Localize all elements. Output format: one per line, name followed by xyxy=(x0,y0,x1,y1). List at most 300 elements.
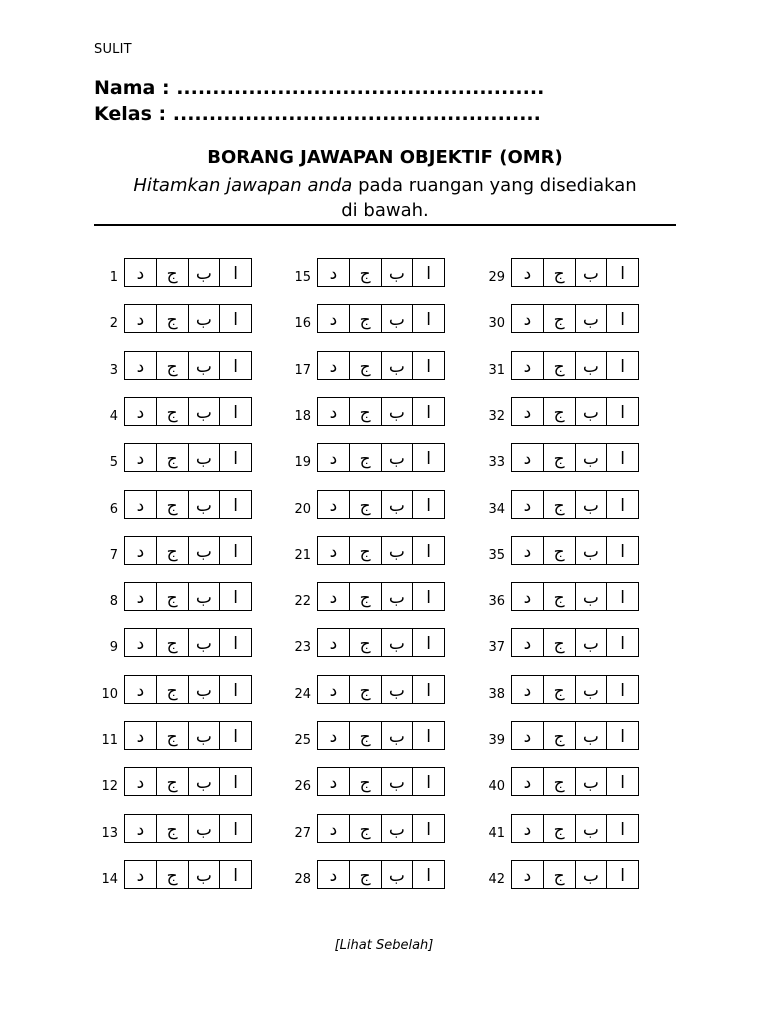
answer-option-2[interactable]: ج xyxy=(544,305,576,332)
answer-option-3[interactable]: ب xyxy=(382,815,414,842)
question-row xyxy=(481,536,681,566)
answer-option-2[interactable]: ج xyxy=(350,768,382,795)
answer-option-1[interactable]: د xyxy=(512,444,544,471)
answer-bubble-group xyxy=(124,258,252,287)
footer-note: [Lihat Sebelah] xyxy=(334,938,434,953)
question-number: 24 xyxy=(294,687,311,702)
answer-option-2[interactable]: ج xyxy=(544,583,576,610)
answer-option-3[interactable]: ب xyxy=(576,398,608,425)
answer-option-2[interactable]: ج xyxy=(350,444,382,471)
question-row xyxy=(287,490,487,520)
answer-option-3[interactable]: ب xyxy=(382,676,414,703)
answer-option-2[interactable]: ج xyxy=(350,861,382,888)
answer-option-3[interactable]: ب xyxy=(189,629,221,656)
answer-bubble-group xyxy=(317,860,445,889)
answer-option-1[interactable]: د xyxy=(318,583,350,610)
question-row xyxy=(481,258,681,288)
answer-option-1[interactable]: د xyxy=(318,537,350,564)
answer-option-2[interactable]: ج xyxy=(350,352,382,379)
instruction-line-1 xyxy=(94,173,676,198)
question-number: 16 xyxy=(294,316,311,331)
answer-option-3[interactable]: ب xyxy=(382,259,414,286)
answer-bubble-group xyxy=(124,675,252,704)
answer-option-4[interactable]: ا xyxy=(426,402,431,423)
answer-option-3[interactable]: ب xyxy=(382,722,414,749)
answer-option-4[interactable]: ا xyxy=(426,726,431,747)
question-row xyxy=(287,536,487,566)
question-number: 41 xyxy=(488,826,505,841)
question-number: 1 xyxy=(109,270,118,285)
question-number: 4 xyxy=(109,409,118,424)
question-row xyxy=(94,767,294,797)
question-row xyxy=(94,304,294,334)
answer-option-4[interactable]: ا xyxy=(426,680,431,701)
answer-option-1[interactable]: د xyxy=(512,676,544,703)
answer-option-2[interactable]: ج xyxy=(544,815,576,842)
question-row xyxy=(94,721,294,751)
question-number: 28 xyxy=(294,872,311,887)
question-row xyxy=(481,675,681,705)
question-row xyxy=(481,582,681,612)
question-number: 39 xyxy=(488,733,505,748)
answer-bubble-group xyxy=(511,767,639,796)
answer-option-4[interactable]: ا xyxy=(426,819,431,840)
answer-option-1[interactable]: د xyxy=(318,398,350,425)
answer-option-1[interactable]: د xyxy=(318,722,350,749)
answer-bubble-group xyxy=(511,258,639,287)
question-row xyxy=(481,304,681,334)
question-row xyxy=(94,860,294,890)
answer-bubble-group xyxy=(511,397,639,426)
question-number: 17 xyxy=(294,363,311,378)
answer-bubble-group xyxy=(511,814,639,843)
answer-option-2[interactable]: ج xyxy=(350,583,382,610)
answer-option-2[interactable]: ج xyxy=(157,722,189,749)
answer-option-1[interactable]: د xyxy=(512,722,544,749)
answer-option-4[interactable]: ا xyxy=(233,680,238,701)
answer-bubble-group xyxy=(317,397,445,426)
question-number: 2 xyxy=(109,316,118,331)
answer-bubble-group xyxy=(511,721,639,750)
answer-option-3[interactable]: ب xyxy=(576,305,608,332)
answer-option-1[interactable]: د xyxy=(318,629,350,656)
answer-option-1[interactable]: د xyxy=(125,305,157,332)
answer-option-1[interactable]: د xyxy=(512,352,544,379)
question-number: 20 xyxy=(294,502,311,517)
answer-option-2[interactable]: ج xyxy=(350,305,382,332)
answer-bubble-group xyxy=(511,628,639,657)
answer-option-2[interactable]: ج xyxy=(544,537,576,564)
answer-bubble-group xyxy=(124,443,252,472)
answer-option-1[interactable]: د xyxy=(318,259,350,286)
question-number: 30 xyxy=(488,316,505,331)
answer-option-3[interactable]: ب xyxy=(189,444,221,471)
answer-option-1[interactable]: د xyxy=(125,722,157,749)
question-number: 15 xyxy=(294,270,311,285)
answer-option-1[interactable]: د xyxy=(512,768,544,795)
question-number: 10 xyxy=(101,687,118,702)
question-row xyxy=(94,675,294,705)
answer-option-1[interactable]: د xyxy=(318,305,350,332)
answer-option-4[interactable]: ا xyxy=(620,726,625,747)
answer-option-1[interactable]: د xyxy=(512,491,544,518)
answer-option-2[interactable]: ج xyxy=(157,629,189,656)
answer-option-2[interactable]: ج xyxy=(157,305,189,332)
question-number: 5 xyxy=(109,455,118,470)
answer-option-2[interactable]: ج xyxy=(544,259,576,286)
answer-bubble-group xyxy=(317,814,445,843)
answer-option-1[interactable]: د xyxy=(125,861,157,888)
question-number: 22 xyxy=(294,594,311,609)
answer-option-4[interactable]: ا xyxy=(620,402,625,423)
question-row xyxy=(287,628,487,658)
answer-option-3[interactable]: ب xyxy=(382,305,414,332)
answer-option-4[interactable]: ا xyxy=(620,263,625,284)
question-row xyxy=(94,628,294,658)
answer-option-1[interactable]: د xyxy=(125,815,157,842)
question-row xyxy=(287,397,487,427)
answer-option-1[interactable]: د xyxy=(318,444,350,471)
answer-option-4[interactable]: ا xyxy=(233,865,238,886)
question-row xyxy=(94,814,294,844)
answer-option-3[interactable]: ب xyxy=(576,352,608,379)
answer-bubble-group xyxy=(511,860,639,889)
question-number: 18 xyxy=(294,409,311,424)
name-field xyxy=(94,77,544,99)
question-row xyxy=(287,351,487,381)
question-number: 8 xyxy=(109,594,118,609)
question-row xyxy=(287,814,487,844)
class-blank: ................................................... xyxy=(172,103,541,125)
question-row xyxy=(481,860,681,890)
answer-option-4[interactable]: ا xyxy=(426,448,431,469)
answer-option-4[interactable]: ا xyxy=(620,356,625,377)
answer-option-4[interactable]: ا xyxy=(233,541,238,562)
answer-option-3[interactable]: ب xyxy=(576,444,608,471)
answer-option-4[interactable]: ا xyxy=(620,633,625,654)
question-number: 35 xyxy=(488,548,505,563)
answer-bubble-group xyxy=(511,536,639,565)
answer-option-2[interactable]: ج xyxy=(544,676,576,703)
question-number: 19 xyxy=(294,455,311,470)
question-number: 32 xyxy=(488,409,505,424)
question-row xyxy=(287,767,487,797)
answer-option-2[interactable]: ج xyxy=(157,398,189,425)
answer-option-4[interactable]: ا xyxy=(620,448,625,469)
answer-option-3[interactable]: ب xyxy=(189,398,221,425)
answer-option-2[interactable]: ج xyxy=(350,537,382,564)
answer-option-2[interactable]: ج xyxy=(544,352,576,379)
answer-option-1[interactable]: د xyxy=(318,861,350,888)
answer-bubble-group xyxy=(317,536,445,565)
answer-option-4[interactable]: ا xyxy=(233,633,238,654)
answer-option-4[interactable]: ا xyxy=(233,772,238,793)
class-field xyxy=(94,103,541,125)
answer-option-3[interactable]: ب xyxy=(576,676,608,703)
question-row xyxy=(287,582,487,612)
answer-bubble-group xyxy=(511,675,639,704)
answer-option-1[interactable]: د xyxy=(318,768,350,795)
answer-option-4[interactable]: ا xyxy=(233,263,238,284)
answer-bubble-group xyxy=(124,721,252,750)
question-number: 31 xyxy=(488,363,505,378)
answer-option-4[interactable]: ا xyxy=(620,587,625,608)
question-number: 13 xyxy=(101,826,118,841)
answer-option-4[interactable]: ا xyxy=(426,495,431,516)
answer-option-1[interactable]: د xyxy=(318,491,350,518)
answer-option-1[interactable]: د xyxy=(125,537,157,564)
answer-bubble-group xyxy=(124,490,252,519)
question-row xyxy=(94,397,294,427)
answer-option-2[interactable]: ج xyxy=(350,722,382,749)
answer-option-1[interactable]: د xyxy=(125,676,157,703)
question-number: 3 xyxy=(109,363,118,378)
answer-option-3[interactable]: ب xyxy=(576,537,608,564)
question-number: 7 xyxy=(109,548,118,563)
question-row xyxy=(287,675,487,705)
answer-option-1[interactable]: د xyxy=(318,815,350,842)
answer-option-3[interactable]: ب xyxy=(189,768,221,795)
answer-bubble-group xyxy=(317,258,445,287)
answer-option-4[interactable]: ا xyxy=(426,309,431,330)
answer-option-4[interactable]: ا xyxy=(620,495,625,516)
question-row xyxy=(94,258,294,288)
answer-option-4[interactable]: ا xyxy=(620,309,625,330)
answer-option-1[interactable]: د xyxy=(125,629,157,656)
question-number: 36 xyxy=(488,594,505,609)
answer-option-3[interactable]: ب xyxy=(189,537,221,564)
answer-option-2[interactable]: ج xyxy=(350,491,382,518)
answer-option-1[interactable]: د xyxy=(125,444,157,471)
answer-bubble-group xyxy=(317,675,445,704)
answer-option-2[interactable]: ج xyxy=(350,676,382,703)
answer-option-4[interactable]: ا xyxy=(233,309,238,330)
question-number: 21 xyxy=(294,548,311,563)
class-label: Kelas : xyxy=(94,103,167,125)
answer-bubble-group xyxy=(317,767,445,796)
answer-option-3[interactable]: ب xyxy=(576,722,608,749)
answer-option-3[interactable]: ب xyxy=(189,491,221,518)
answer-bubble-group xyxy=(511,351,639,380)
answer-option-3[interactable]: ب xyxy=(382,352,414,379)
answer-option-3[interactable]: ب xyxy=(189,722,221,749)
question-row xyxy=(287,721,487,751)
question-row xyxy=(287,258,487,288)
answer-option-4[interactable]: ا xyxy=(620,680,625,701)
answer-option-3[interactable]: ب xyxy=(576,491,608,518)
answer-option-2[interactable]: ج xyxy=(157,768,189,795)
question-row xyxy=(481,814,681,844)
answer-bubble-group xyxy=(124,860,252,889)
answer-bubble-group xyxy=(124,536,252,565)
answer-option-4[interactable]: ا xyxy=(620,541,625,562)
answer-bubble-group xyxy=(124,304,252,333)
answer-option-2[interactable]: ج xyxy=(544,768,576,795)
answer-option-2[interactable]: ج xyxy=(350,815,382,842)
answer-option-4[interactable]: ا xyxy=(426,541,431,562)
page-title: BORANG JAWAPAN OBJEKTIF (OMR) xyxy=(207,147,563,168)
answer-bubble-group xyxy=(124,814,252,843)
answer-option-2[interactable]: ج xyxy=(157,676,189,703)
question-row xyxy=(481,351,681,381)
answer-option-2[interactable]: ج xyxy=(157,352,189,379)
answer-option-3[interactable]: ب xyxy=(189,676,221,703)
answer-option-4[interactable]: ا xyxy=(233,819,238,840)
answer-option-2[interactable]: ج xyxy=(157,815,189,842)
answer-option-2[interactable]: ج xyxy=(544,861,576,888)
question-number: 14 xyxy=(101,872,118,887)
answer-option-3[interactable]: ب xyxy=(576,861,608,888)
answer-option-1[interactable]: د xyxy=(512,537,544,564)
answer-option-1[interactable]: د xyxy=(512,629,544,656)
question-row xyxy=(287,443,487,473)
answer-option-2[interactable]: ج xyxy=(544,444,576,471)
answer-option-2[interactable]: ج xyxy=(157,861,189,888)
answer-option-2[interactable]: ج xyxy=(544,629,576,656)
question-number: 27 xyxy=(294,826,311,841)
answer-option-3[interactable]: ب xyxy=(382,861,414,888)
question-number: 6 xyxy=(109,502,118,517)
answer-option-2[interactable]: ج xyxy=(157,583,189,610)
answer-option-4[interactable]: ا xyxy=(426,587,431,608)
answer-option-2[interactable]: ج xyxy=(350,259,382,286)
answer-option-1[interactable]: د xyxy=(512,583,544,610)
question-number: 42 xyxy=(488,872,505,887)
answer-option-2[interactable]: ج xyxy=(157,259,189,286)
instruction-rest: pada ruangan yang disediakan xyxy=(352,175,637,196)
header-divider xyxy=(94,224,676,226)
answer-option-1[interactable]: د xyxy=(512,861,544,888)
answer-option-3[interactable]: ب xyxy=(189,815,221,842)
answer-bubble-group xyxy=(317,582,445,611)
answer-option-1[interactable]: د xyxy=(125,583,157,610)
answer-option-1[interactable]: د xyxy=(125,259,157,286)
answer-option-1[interactable]: د xyxy=(512,815,544,842)
answer-option-3[interactable]: ب xyxy=(576,629,608,656)
answer-bubble-group xyxy=(317,351,445,380)
question-number: 38 xyxy=(488,687,505,702)
answer-option-4[interactable]: ا xyxy=(426,263,431,284)
answer-option-3[interactable]: ب xyxy=(576,815,608,842)
answer-option-4[interactable]: ا xyxy=(620,865,625,886)
question-number: 11 xyxy=(101,733,118,748)
question-number: 12 xyxy=(101,779,118,794)
question-number: 29 xyxy=(488,270,505,285)
answer-option-3[interactable]: ب xyxy=(382,629,414,656)
answer-option-1[interactable]: د xyxy=(125,352,157,379)
answer-bubble-group xyxy=(511,443,639,472)
answer-option-3[interactable]: ب xyxy=(576,259,608,286)
answer-bubble-group xyxy=(317,304,445,333)
classification-label: SULIT xyxy=(94,42,132,57)
answer-option-4[interactable]: ا xyxy=(233,587,238,608)
answer-option-2[interactable]: ج xyxy=(350,629,382,656)
answer-option-1[interactable]: د xyxy=(318,352,350,379)
answer-option-3[interactable]: ب xyxy=(189,305,221,332)
question-number: 40 xyxy=(488,779,505,794)
answer-bubble-group xyxy=(124,397,252,426)
answer-option-4[interactable]: ا xyxy=(426,772,431,793)
question-number: 23 xyxy=(294,640,311,655)
answer-option-4[interactable]: ا xyxy=(426,356,431,377)
answer-bubble-group xyxy=(317,628,445,657)
answer-option-3[interactable]: ب xyxy=(576,768,608,795)
answer-option-4[interactable]: ا xyxy=(233,448,238,469)
answer-option-3[interactable]: ب xyxy=(189,259,221,286)
answer-option-3[interactable]: ب xyxy=(382,537,414,564)
answer-option-1[interactable]: د xyxy=(318,676,350,703)
answer-option-1[interactable]: د xyxy=(125,398,157,425)
question-row xyxy=(481,628,681,658)
answer-option-3[interactable]: ب xyxy=(189,352,221,379)
instruction-line-2: di bawah. xyxy=(341,200,429,221)
question-number: 33 xyxy=(488,455,505,470)
question-number: 9 xyxy=(109,640,118,655)
answer-bubble-group xyxy=(511,490,639,519)
question-row xyxy=(481,490,681,520)
answer-option-2[interactable]: ج xyxy=(157,537,189,564)
question-row xyxy=(287,860,487,890)
answer-option-2[interactable]: ج xyxy=(544,491,576,518)
instruction-text xyxy=(94,173,676,223)
answer-option-3[interactable]: ب xyxy=(382,768,414,795)
answer-option-3[interactable]: ب xyxy=(382,583,414,610)
answer-option-2[interactable]: ج xyxy=(157,444,189,471)
question-number: 37 xyxy=(488,640,505,655)
answer-option-4[interactable]: ا xyxy=(233,495,238,516)
answer-option-2[interactable]: ج xyxy=(157,491,189,518)
question-row xyxy=(287,304,487,334)
question-row xyxy=(94,443,294,473)
question-row xyxy=(481,397,681,427)
name-blank: ................................................... xyxy=(176,77,545,99)
answer-option-4[interactable]: ا xyxy=(233,402,238,423)
answer-option-4[interactable]: ا xyxy=(620,772,625,793)
answer-option-4[interactable]: ا xyxy=(426,633,431,654)
answer-option-1[interactable]: د xyxy=(512,398,544,425)
answer-bubble-group xyxy=(511,582,639,611)
answer-option-4[interactable]: ا xyxy=(620,819,625,840)
answer-option-1[interactable]: د xyxy=(125,768,157,795)
answer-bubble-group xyxy=(317,490,445,519)
answer-bubble-group xyxy=(124,767,252,796)
answer-bubble-group xyxy=(124,351,252,380)
question-row xyxy=(94,490,294,520)
answer-option-3[interactable]: ب xyxy=(382,491,414,518)
question-number: 25 xyxy=(294,733,311,748)
answer-option-3[interactable]: ب xyxy=(189,583,221,610)
answer-option-4[interactable]: ا xyxy=(233,356,238,377)
answer-option-4[interactable]: ا xyxy=(426,865,431,886)
question-row xyxy=(94,351,294,381)
answer-option-1[interactable]: د xyxy=(125,491,157,518)
answer-bubble-group xyxy=(317,721,445,750)
answer-bubble-group xyxy=(511,304,639,333)
answer-option-2[interactable]: ج xyxy=(350,398,382,425)
answer-option-2[interactable]: ج xyxy=(544,398,576,425)
answer-option-2[interactable]: ج xyxy=(544,722,576,749)
answer-bubble-group xyxy=(317,443,445,472)
answer-option-1[interactable]: د xyxy=(512,259,544,286)
answer-option-1[interactable]: د xyxy=(512,305,544,332)
question-row xyxy=(94,582,294,612)
answer-option-3[interactable]: ب xyxy=(382,444,414,471)
answer-option-4[interactable]: ا xyxy=(233,726,238,747)
answer-option-3[interactable]: ب xyxy=(382,398,414,425)
answer-option-3[interactable]: ب xyxy=(576,583,608,610)
answer-option-3[interactable]: ب xyxy=(189,861,221,888)
question-row xyxy=(94,536,294,566)
